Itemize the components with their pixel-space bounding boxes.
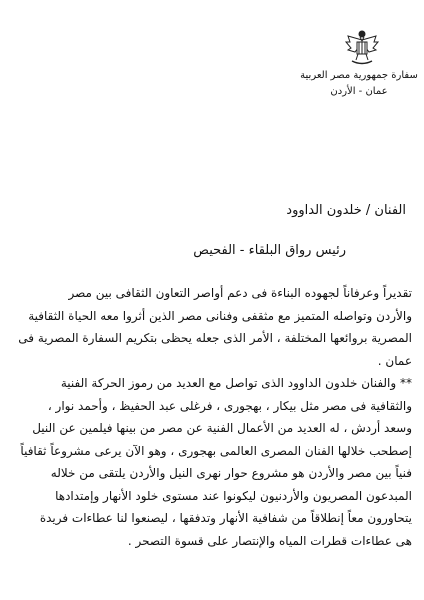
text-line: عمان . xyxy=(377,353,412,368)
text-line: هى عطاءات قطرات المياه والإنتصار على قسوة التصحر . xyxy=(127,533,412,548)
text-line: المصرية بروائعها المختلفة ، الأمر الذى جعله يحظى بتكريم السفارة المصرية فى xyxy=(18,331,412,345)
addressee-title: رئيس رواق البلقاء - الفحيص xyxy=(193,243,346,258)
embassy-name: سفارة جمهورية مصر العربية xyxy=(300,70,418,81)
addressee-name: الفنان / خلدون الداوود xyxy=(286,203,406,218)
paragraph-2 xyxy=(14,372,412,552)
embassy-location: عمان - الأردن xyxy=(330,86,388,97)
text-line: وسعد أردش ، له العديد من الأعمال الفنية عن مصر من بينها فيلمين عن النيل xyxy=(32,421,412,435)
text-line: المبدعون المصريون والأردنيون ليكونوا عند مستوى خلود الأنهار وإمتدادها xyxy=(55,488,412,503)
text-line: يتحاورون معاً إنطلاقاً من شفافية الأنهار وتدفقها ، ليصنعوا لنا عطاءات فريدة xyxy=(39,511,412,525)
text-line: فنياً بين مصر والأردن هو مشروع حوار نهرى النيل والأردن يلتقى من خلاله xyxy=(50,466,412,480)
text-line: إصطحب خلالها الفنان المصرى العالمى بهجورى ، وهو الآن يرعى مشروعاً ثقافياً xyxy=(20,443,412,458)
text-line: والأردن وتواصله المتميز مع مثقفى وفنانى مصر الذين أثروا معه الحياة الثقافية xyxy=(28,308,412,323)
paragraph-1 xyxy=(14,282,412,372)
egypt-eagle-emblem-icon xyxy=(344,28,380,68)
text-line: والثقافية فى مصر مثل بيكار ، بهجورى ، فرغلى عبد الحفيظ ، وأحمد نوار ، xyxy=(47,398,412,413)
text-line: ** والفنان خلدون الداوود الذى تواصل مع العديد من رموز الحركة الفنية xyxy=(60,376,412,390)
text-line: تقديراً وعرفاناً لجهوده البناءة فى دعم أواصر التعاون الثقافى بين مصر xyxy=(68,286,412,300)
